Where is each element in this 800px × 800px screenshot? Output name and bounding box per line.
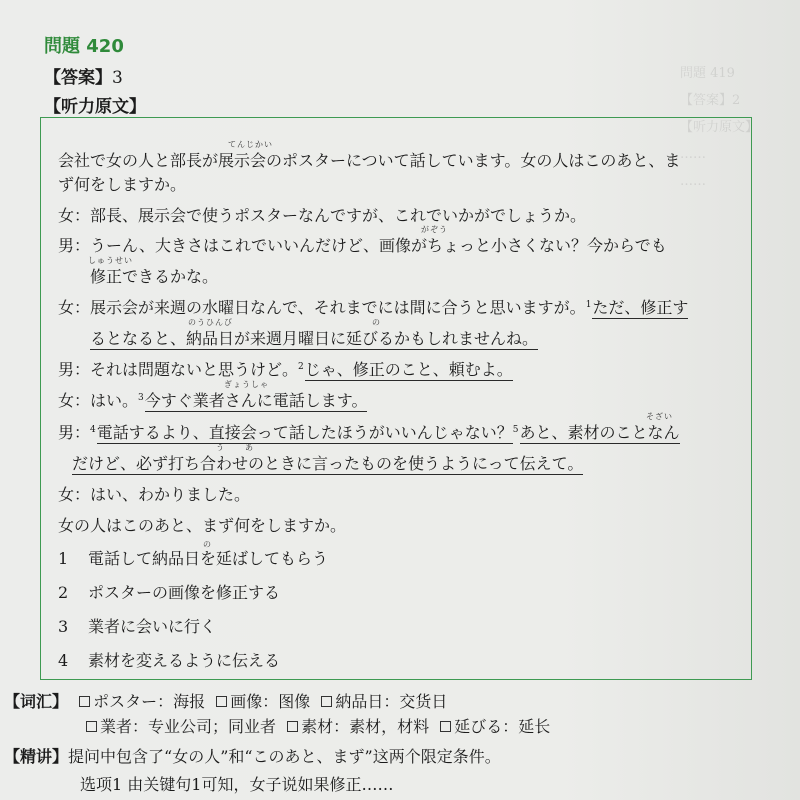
vocab-row-2 <box>80 714 550 737</box>
option-4-text: 素材を変えるように伝える <box>88 651 281 670</box>
vocab-item-poster: ポスター：海报 <box>93 692 206 711</box>
key-sentence-1a: ただ、修正す <box>592 298 689 317</box>
question-text: 女の人はこのあと、まず何をしますか。 <box>58 516 347 535</box>
vocab-label: 【词汇】 <box>4 692 69 711</box>
explanation-label: 【精讲】 <box>4 747 69 766</box>
dialogue-m3-line-1 <box>58 420 680 443</box>
key-marker-4: 4 <box>90 424 96 435</box>
dialogue-m3-line-2 <box>72 451 583 474</box>
intro-text-1: 会社で女の人と部長が展示会のポスターについて話しています。女の人はこのあと、ま <box>58 151 681 170</box>
option-1-text: 電話して納品日を延ばしてもらう <box>88 549 329 568</box>
explanation-text-2: 选项1 由关键句1可知，女子说如果修正…… <box>80 775 394 794</box>
problem-title: 問題 420 <box>44 36 124 57</box>
dialogue-m1-text-2: 修正できるかな。 <box>90 267 219 286</box>
explanation-line-1 <box>4 744 501 767</box>
option-2-text: ポスターの画像を修正する <box>88 583 281 602</box>
question-line <box>58 513 346 536</box>
key-sentence-5a: あと、素材のことなん <box>519 423 680 442</box>
intro-line-2 <box>58 172 186 195</box>
checkbox-icon <box>79 696 90 707</box>
answer-label: 【答案】 <box>44 68 112 88</box>
option-3 <box>58 614 216 637</box>
dialogue-m1-text-1: 男：うーん、大きさはこれでいいんだけど、画像がちょっと小さくない？今からでも <box>58 236 667 255</box>
dialogue-f3 <box>58 388 367 411</box>
checkbox-icon <box>86 721 97 732</box>
key-sentence-4: 電話するより、直接会って話したほうがいいんじゃない？ <box>96 423 513 442</box>
vocab-item-nobiru: 延びる：延长 <box>454 717 551 736</box>
key-sentence-5b: だけど、必ず打ち合わせのときに言ったものを使うようにって伝えて。 <box>72 454 584 473</box>
dialogue-f3-text: 女：はい。 <box>58 391 139 410</box>
checkbox-icon <box>287 721 298 732</box>
option-1-number: 1 <box>58 549 69 568</box>
option-4 <box>58 648 280 671</box>
dialogue-m1-line-2 <box>90 264 218 287</box>
dialogue-f2-line-2 <box>90 326 538 349</box>
dialogue-m2-text: 男：それは問題ないと思うけど。 <box>58 360 299 379</box>
answer-value: 3 <box>112 68 123 88</box>
dialogue-f1 <box>58 203 586 226</box>
dialogue-m3-speaker: 男： <box>58 423 91 442</box>
dialogue-m1-line-1 <box>58 233 667 256</box>
dialogue-m2 <box>58 357 513 380</box>
key-sentence-2: じゃ、修正のこと、頼むよ。 <box>304 360 513 379</box>
book-page: 問題 419 【答案】2 【听力原文】 …… …… 問題 420 【答案】3 【听力原文】 会社で女の人と部長が展示会のポスターについて話しています。女の人はこのあと、ま てんじかい ず何をしますか。 女：部長、展示会で使うポスターなんですが、これでいかがでしょうか。 男：うーん、大きさはこれでいいんだけど、画像がちょっと小さくない？今からでも がぞう 修正できるかな。 しゅうせい 女：展示会が来週の水曜日なんで、それまでには間に合うと思いますが。$^1$ただ、修正す るとなると、納品日が来週月曜日に延びるかもしれませんね。 のうひんび の 男：それは問題ないと思うけど。$^2$じゃ、修正のこと、頼むよ。 女：はい。$^3$今すぐ業者さんに電話します。 ぎょうしゃ 男：$^4$電話するより、直接会って話したほうがいいんじゃない？$^5$あと、素材のことなん そざい だけど、必ず打ち合わせのときに言ったものを使うようにって伝えて。 う あ 女：はい、わかりました。 女の人はこのあと、まず何をしますか。 1 電話して納品日を延ばしてもらう 2 ポスターの画像を修正する 3 業者に会いに行く 4 素材を変えるように伝える の 【词汇】 ポスター：海报 画像：图像 納品日：交货日 業者：专业公司；同业者 素材：素材，材料 延びる：延长 【精讲】提问中包含了“女の人”和“このあと、まず”这两个限定条件。 选项1 由关键句1可知，女子说如果修正…… <box>0 0 800 800</box>
vocab-item-nouhinbi: 納品日：交货日 <box>335 692 448 711</box>
option-4-number: 4 <box>58 651 69 670</box>
dialogue-f4 <box>58 482 250 505</box>
option-2-number: 2 <box>58 583 69 602</box>
option-2 <box>58 580 280 603</box>
option-3-number: 3 <box>58 617 69 636</box>
dialogue-f2-line-1 <box>58 295 688 318</box>
explanation-text-1: 提问中包含了“女の人”和“このあと、まず”这两个限定条件。 <box>68 747 501 766</box>
explanation-line-2 <box>80 772 393 795</box>
vocab-item-gyousha: 業者：专业公司；同业者 <box>100 717 277 736</box>
key-marker-3: 3 <box>138 392 144 403</box>
key-sentence-1b: るとなると、納品日が来週月曜日に延びるかもしれませんね。 <box>90 329 539 348</box>
key-marker-2: 2 <box>298 361 304 372</box>
dialogue-f4-text: 女：はい、わかりました。 <box>58 485 251 504</box>
checkbox-icon <box>321 696 332 707</box>
checkbox-icon <box>440 721 451 732</box>
intro-text-2: ず何をしますか。 <box>58 175 187 194</box>
intro-line-1 <box>58 148 680 171</box>
checkbox-icon <box>216 696 227 707</box>
key-marker-1: 1 <box>585 299 592 310</box>
key-sentence-3: 今すぐ業者さんに電話します。 <box>144 391 368 410</box>
dialogue-f2-text: 女：展示会が来週の水曜日なんで、それまでには間に合うと思いますが。 <box>58 298 586 317</box>
vocab-item-gazou: 画像：图像 <box>230 692 311 711</box>
option-3-text: 業者に会いに行く <box>88 617 217 636</box>
transcript-label: 【听力原文】 <box>44 97 146 117</box>
dialogue-f1-text: 女：部長、展示会で使うポスターなんですが、これでいかがでしょうか。 <box>58 206 587 225</box>
answer-line <box>44 63 123 88</box>
vocab-row-1 <box>4 689 447 712</box>
key-marker-5: 5 <box>512 424 519 435</box>
bleed-through-text: 問題 419 【答案】2 【听力原文】 …… …… <box>680 66 759 189</box>
option-1 <box>58 546 328 569</box>
vocab-item-sozai: 素材：素材，材料 <box>301 717 430 736</box>
